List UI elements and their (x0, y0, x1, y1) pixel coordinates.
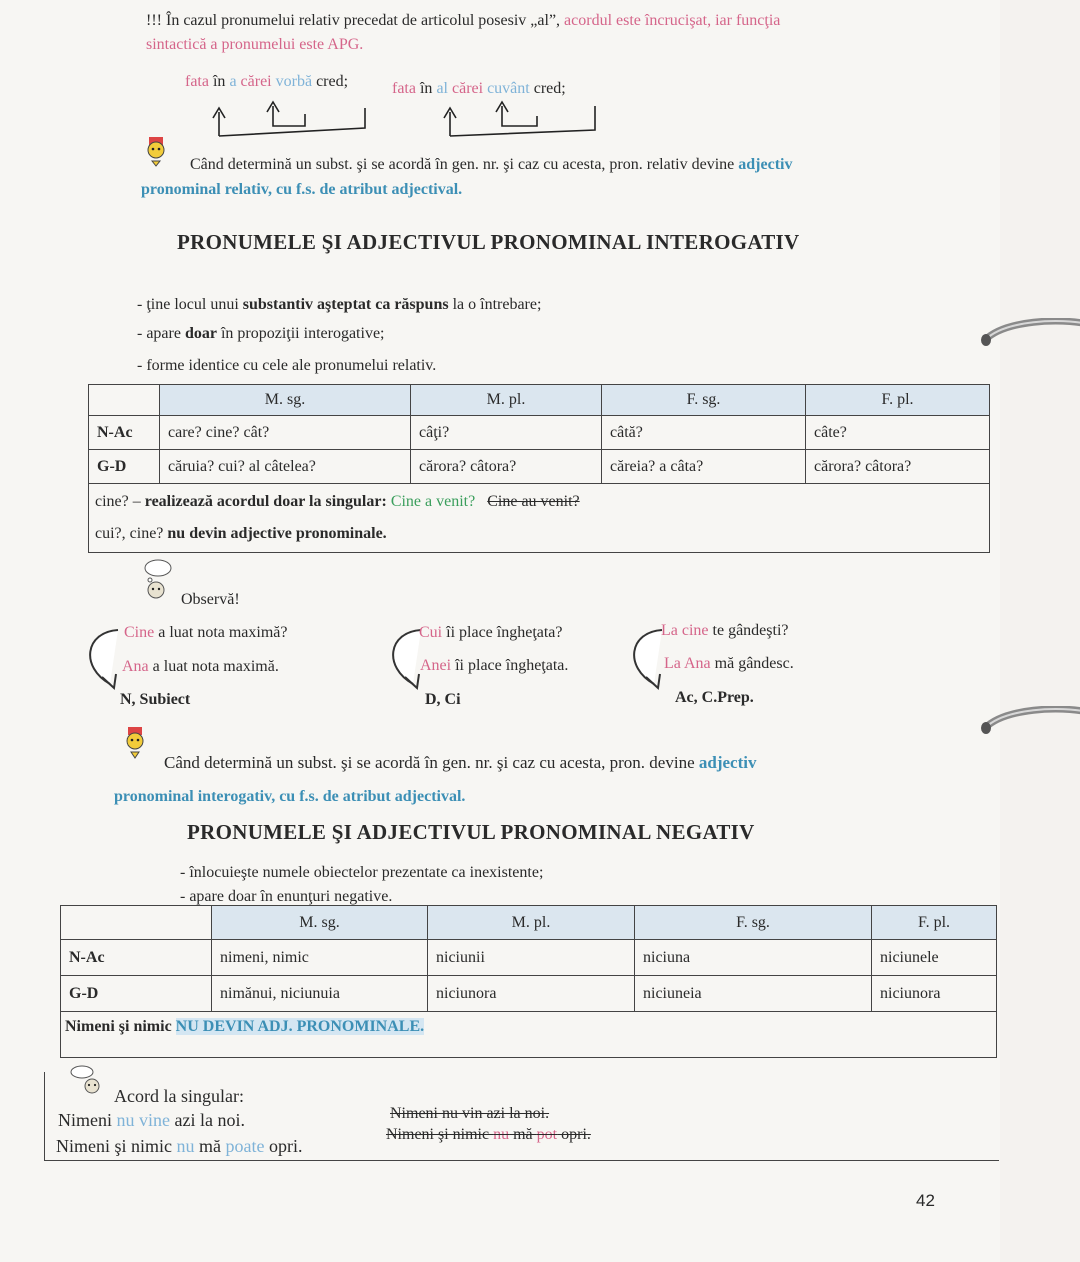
acord-label: Acord la singular: (114, 1086, 244, 1106)
negativ-bullet-1: - înlocuieşte numele obiectelor prezentate ca inexistente; (180, 864, 544, 881)
observa-ex3-answer: La Ana mă gândesc. (664, 655, 794, 672)
header-m-sg: M. sg. (160, 385, 411, 416)
thinking-character-icon (136, 558, 176, 600)
table-row: N-Ac nimeni, nimic niciunii niciuna niciunele (61, 940, 997, 976)
relativ-note-line1: Când determină un subst. şi se acordă în gen. nr. şi caz cu acesta, pron. relativ devine adjectiv (190, 156, 793, 173)
table-notes-row (89, 484, 990, 553)
pencil-character-icon (122, 725, 148, 761)
observa-ex1-question: Cine a luat nota maximă? (124, 624, 288, 641)
observa-ex1-answer: Ana a luat nota maximă. (122, 658, 279, 675)
curved-arrow-icon (80, 622, 125, 697)
interogativ-bullet-3: - forme identice cu cele ale pronumelui relativ. (137, 357, 437, 374)
interogativ-bullet-2: - apare doar în propoziţii interogative; (137, 325, 385, 342)
observa-ex3-function: Ac, C.Prep. (675, 689, 754, 706)
observa-label: Observă! (181, 591, 240, 608)
header-m-pl: M. pl. (411, 385, 602, 416)
interogativ-note-line1: Când determină un subst. şi se acordă în gen. nr. şi caz cu acesta, pron. devine adjectiv (164, 753, 757, 772)
header-m-sg: M. sg. (212, 906, 428, 940)
table-corner (89, 385, 160, 416)
header-f-sg: F. sg. (635, 906, 872, 940)
thinking-character-icon (68, 1064, 104, 1096)
binder-ring-icon (980, 318, 1080, 348)
acord-example-1: Nimeni nu vine azi la noi. (58, 1110, 245, 1130)
negativ-table (60, 905, 997, 1058)
interogativ-table (88, 384, 990, 553)
table-row: N-Ac care? cine? cât? câţi? câtă? câte? (89, 416, 990, 450)
observa-ex2-answer: Anei îi place îngheţata. (420, 657, 569, 674)
top-note-line2: sintactică a pronumelui este APG. (146, 36, 364, 53)
relativ-note-line2: pronominal relativ, cu f.s. de atribut adjectival. (141, 181, 463, 198)
binder-ring-icon (980, 706, 1080, 736)
observa-ex2-function: D, Ci (425, 691, 461, 708)
interogativ-note-1: cine? – realizează acordul doar la singular: Cine a venit? Cine au venit? (95, 493, 580, 510)
example-phrase-2: fata în al cărei cuvânt cred; (392, 80, 566, 97)
top-note-line1: !!! În cazul pronumelui relativ precedat de articolul posesiv „al”, acordul este încrucişat, iar funcţia (146, 12, 781, 29)
acord-wrong-1: Nimeni nu vin azi la noi. (390, 1105, 550, 1122)
observa-ex2-question: Cui îi place îngheţata? (419, 624, 563, 641)
header-m-pl: M. pl. (428, 906, 635, 940)
interogativ-note-line2: pronominal interogativ, cu f.s. de atribut adjectival. (114, 788, 466, 805)
negativ-bullet-2: - apare doar în enunţuri negative. (180, 888, 393, 905)
interogativ-note-2: cui?, cine? nu devin adjective pronominale. (95, 525, 387, 542)
example-phrase-1: fata în a cărei vorbă cred; (185, 73, 349, 90)
negativ-title: PRONUMELE ŞI ADJECTIVUL PRONOMINAL NEGATIV (187, 820, 755, 844)
table-row: G-D nimănui, niciunuia niciunora niciuneia niciunora (61, 976, 997, 1012)
interogativ-bullet-1: - ţine locul unui substantiv aşteptat ca răspuns la o întrebare; (137, 296, 542, 313)
acord-example-2: Nimeni şi nimic nu mă poate opri. (56, 1136, 303, 1156)
header-f-pl: F. pl. (872, 906, 997, 940)
acord-wrong-2: Nimeni şi nimic nu mă pot opri. (386, 1126, 591, 1143)
header-f-sg: F. sg. (602, 385, 806, 416)
page-number: 42 (916, 1191, 935, 1210)
header-f-pl: F. pl. (806, 385, 990, 416)
table-corner (61, 906, 212, 940)
observa-ex1-function: N, Subiect (120, 691, 191, 708)
agreement-arrows-icon (205, 98, 625, 143)
pencil-character-icon (143, 135, 169, 167)
table-row: G-D căruia? cui? al câtelea? cărora? câtora? căreia? a câta? cărora? câtora? (89, 450, 990, 484)
interogativ-title: PRONUMELE ŞI ADJECTIVUL PRONOMINAL INTEROGATIV (177, 230, 800, 254)
observa-ex3-question: La cine te gândeşti? (661, 622, 789, 639)
negativ-note-row: Nimeni şi nimic NU DEVIN ADJ. PRONOMINALE. (61, 1012, 997, 1058)
